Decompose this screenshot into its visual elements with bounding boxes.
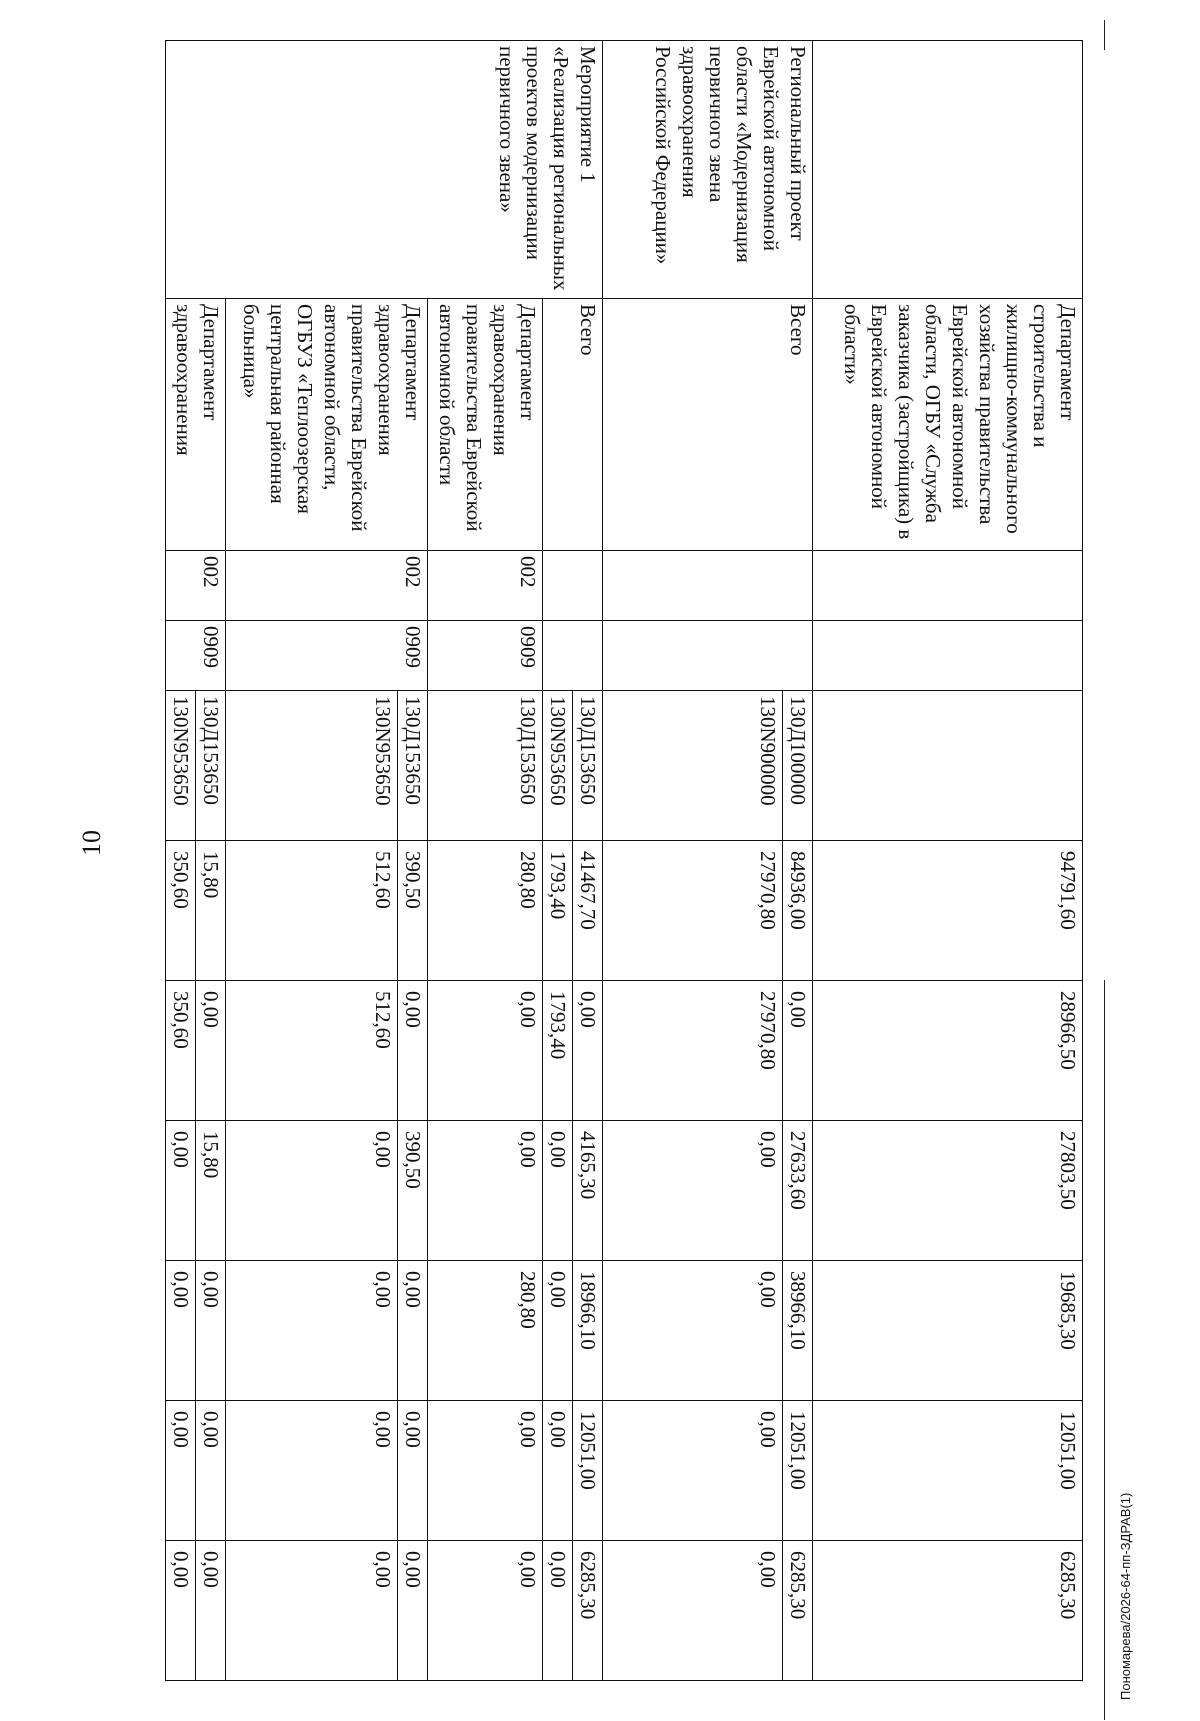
year-2029-cell: 12051,00 [813, 1401, 1083, 1541]
year-2027-cell: 0,00 [226, 1121, 398, 1261]
year-2026-cell: 0,00 [196, 981, 226, 1121]
csr-cell: 130N953650 [226, 691, 398, 841]
year-2030-cell: 0,00 [398, 1541, 428, 1681]
total-cell: 27970,80 [603, 841, 783, 981]
funding-table [165, 40, 1083, 1681]
csr-cell: 130N953650 [166, 691, 196, 841]
year-2027-cell: 390,50 [398, 1121, 428, 1261]
footer-tick-line [1104, 20, 1105, 50]
year-2028-cell: 0,00 [196, 1261, 226, 1401]
year-2027-cell: 27633,60 [783, 1121, 813, 1261]
table-row [813, 41, 1083, 1681]
grbs-cell [603, 551, 813, 621]
year-2030-cell: 0,00 [428, 1541, 543, 1681]
year-2029-cell: 12051,00 [783, 1401, 813, 1541]
grbs-cell [813, 551, 1083, 621]
year-2026-cell: 1793,40 [543, 981, 573, 1121]
csr-cell: 130Д100000 [783, 691, 813, 841]
year-2030-cell: 6285,30 [573, 1541, 603, 1681]
year-2026-cell: 350,60 [166, 981, 196, 1121]
total-cell: 94791,60 [813, 841, 1083, 981]
rzpr-cell: 0909 [166, 621, 226, 691]
year-2028-cell: 38966,10 [783, 1261, 813, 1401]
year-2029-cell: 0,00 [166, 1401, 196, 1541]
executor-cell: Всего [543, 299, 603, 551]
year-2029-cell: 0,00 [603, 1401, 783, 1541]
csr-cell [813, 691, 1083, 841]
year-2029-cell: 0,00 [196, 1401, 226, 1541]
year-2026-cell: 0,00 [398, 981, 428, 1121]
total-cell: 15,80 [196, 841, 226, 981]
year-2028-cell: 0,00 [166, 1261, 196, 1401]
event-cell: Мероприятие 1 «Реализация региональных проектов модернизации первичного звена» [166, 41, 603, 299]
total-cell: 350,60 [166, 841, 196, 981]
table-row [573, 41, 603, 1681]
table-row [783, 41, 813, 1681]
year-2026-cell: 27970,80 [603, 981, 783, 1121]
year-2027-cell: 4165,30 [573, 1121, 603, 1261]
page-number: 10 [77, 830, 106, 856]
year-2028-cell: 0,00 [398, 1261, 428, 1401]
year-2026-cell: 0,00 [428, 981, 543, 1121]
rzpr-cell [813, 621, 1083, 691]
year-2029-cell: 0,00 [543, 1401, 573, 1541]
rzpr-cell: 0909 [428, 621, 543, 691]
year-2028-cell: 18966,10 [573, 1261, 603, 1401]
footer-rule [1104, 980, 1105, 1720]
year-2028-cell: 0,00 [543, 1261, 573, 1401]
csr-cell: 130Д153650 [428, 691, 543, 841]
year-2029-cell: 0,00 [226, 1401, 398, 1541]
year-2028-cell: 280,80 [428, 1261, 543, 1401]
total-cell: 1793,40 [543, 841, 573, 981]
year-2030-cell: 0,00 [543, 1541, 573, 1681]
year-2027-cell: 0,00 [428, 1121, 543, 1261]
year-2030-cell: 6285,30 [813, 1541, 1083, 1681]
csr-cell: 130N900000 [603, 691, 783, 841]
executor-cell: Департамент здравоохранения правительства Еврейской автономной области, ОГБУЗ «Теплоозерская центральная районная больница» [226, 299, 428, 551]
year-2030-cell: 0,00 [603, 1541, 783, 1681]
year-2030-cell: 0,00 [166, 1541, 196, 1681]
year-2026-cell: 0,00 [573, 981, 603, 1121]
grbs-cell: 002 [166, 551, 226, 621]
year-2030-cell: 6285,30 [783, 1541, 813, 1681]
year-2029-cell: 0,00 [428, 1401, 543, 1541]
year-2028-cell: 0,00 [226, 1261, 398, 1401]
csr-cell: 130Д153650 [398, 691, 428, 841]
rzpr-cell [603, 621, 813, 691]
year-2026-cell: 512,60 [226, 981, 398, 1121]
grbs-cell: 002 [428, 551, 543, 621]
executor-cell: Департамент здравоохранения правительства Еврейской автономной области [428, 299, 543, 551]
footer-document-code: Пономарева/2026-64-пп-ЗДРАВ(1) [1118, 1492, 1133, 1700]
year-2030-cell: 0,00 [226, 1541, 398, 1681]
event-cell: Региональный проект Еврейской автономной области «Модернизация первичного звена здравоохранения Российской Федерации» [603, 41, 813, 299]
rotated-table-wrapper [169, 40, 1083, 1680]
csr-cell: 130N953650 [543, 691, 573, 841]
year-2028-cell: 0,00 [603, 1261, 783, 1401]
rzpr-cell: 0909 [226, 621, 428, 691]
total-cell: 280,80 [428, 841, 543, 981]
total-cell: 512,60 [226, 841, 398, 981]
executor-cell: Всего [603, 299, 813, 551]
year-2028-cell: 19685,30 [813, 1261, 1083, 1401]
year-2026-cell: 28966,50 [813, 981, 1083, 1121]
rzpr-cell [543, 621, 603, 691]
grbs-cell: 002 [226, 551, 428, 621]
executor-cell: Департамент здравоохранения [166, 299, 226, 551]
total-cell: 41467,70 [573, 841, 603, 981]
year-2029-cell: 0,00 [398, 1401, 428, 1541]
year-2027-cell: 0,00 [543, 1121, 573, 1261]
year-2027-cell: 0,00 [603, 1121, 783, 1261]
event-cell [813, 41, 1083, 299]
executor-cell: Департамент строительства и жилищно-коммунального хозяйства правительства Еврейской автономной области, ОГБУ «Служба заказчика (застройщика) в Еврейской автономной области» [813, 299, 1083, 551]
year-2027-cell: 0,00 [166, 1121, 196, 1261]
year-2027-cell: 15,80 [196, 1121, 226, 1261]
year-2026-cell: 0,00 [783, 981, 813, 1121]
year-2029-cell: 12051,00 [573, 1401, 603, 1541]
grbs-cell [543, 551, 603, 621]
csr-cell: 130Д153650 [573, 691, 603, 841]
year-2027-cell: 27803,50 [813, 1121, 1083, 1261]
total-cell: 390,50 [398, 841, 428, 981]
year-2030-cell: 0,00 [196, 1541, 226, 1681]
csr-cell: 130Д153650 [196, 691, 226, 841]
total-cell: 84936,00 [783, 841, 813, 981]
